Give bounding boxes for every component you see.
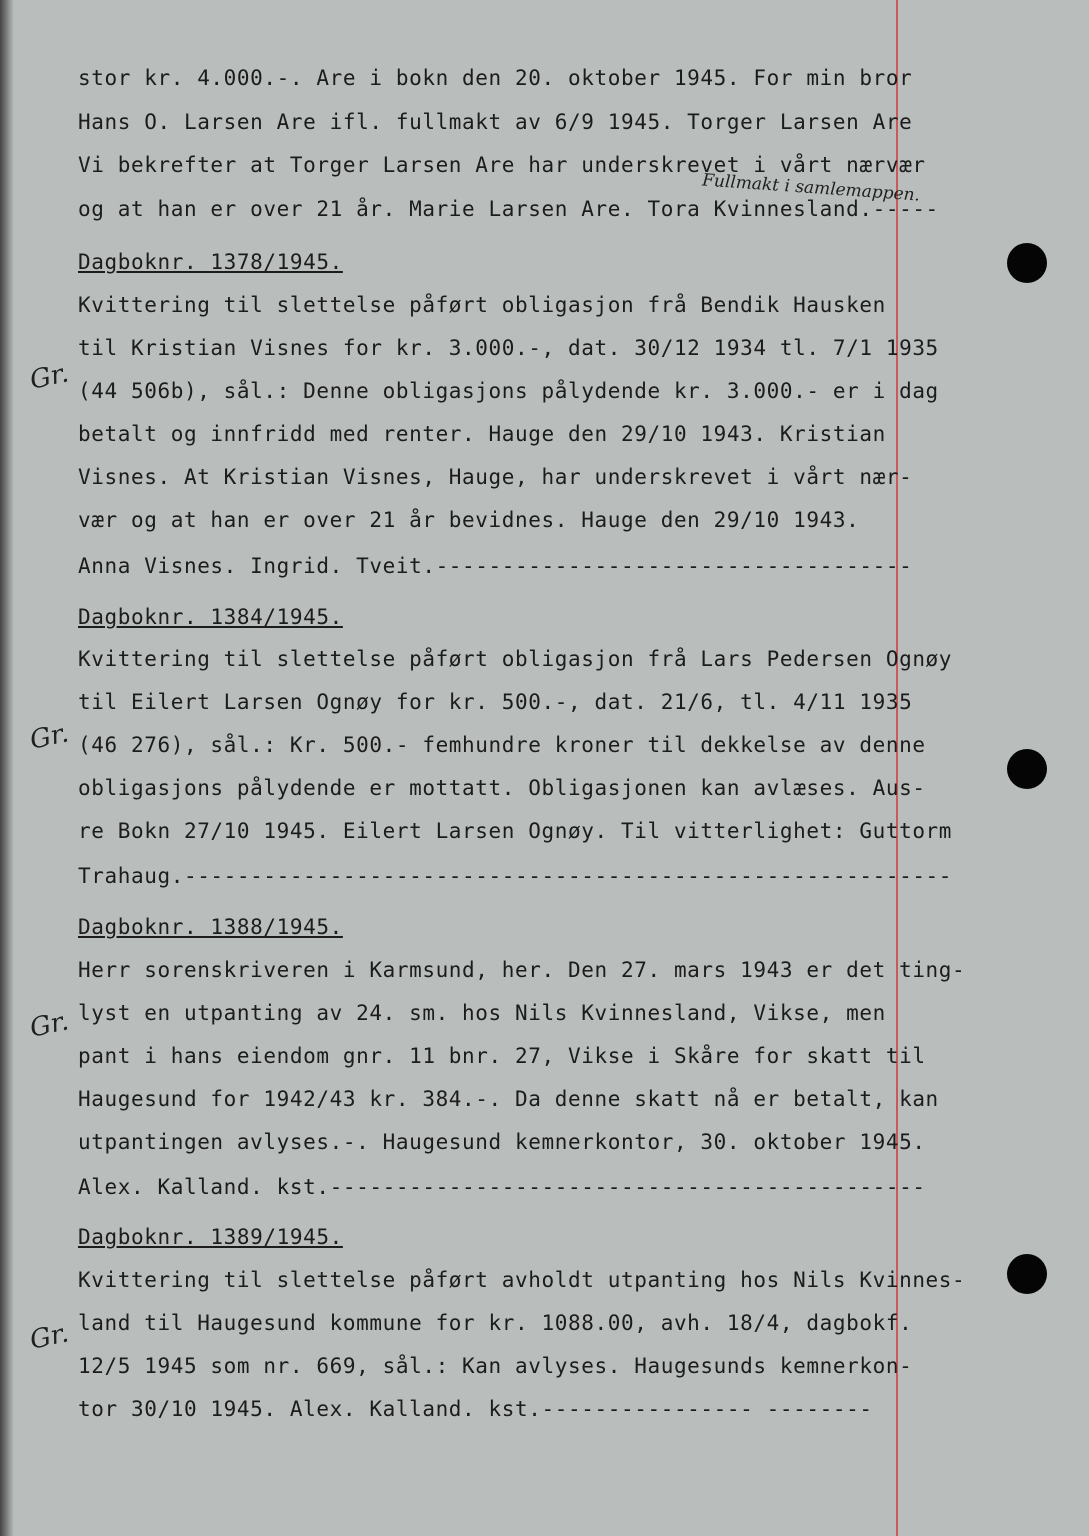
text-line: obligasjons pålydende er mottatt. Obligasjonen kan avlæses. Aus- xyxy=(78,776,926,800)
text-line: betalt og innfridd med renter. Hauge den 29/10 1943. Kristian xyxy=(78,422,886,446)
text-line: stor kr. 4.000.-. Are i bokn den 20. oktober 1945. For min bror xyxy=(78,66,913,90)
margin-initials: Gr. xyxy=(27,358,72,396)
text-line: Alex. Kalland. kst.--------------------------------------------- xyxy=(78,1175,926,1199)
text-line: land til Haugesund kommune for kr. 1088.00, avh. 18/4, dagbokf. xyxy=(78,1311,913,1335)
punch-hole xyxy=(1007,1254,1047,1294)
handwritten-note: Fullmakt i samlemappen. xyxy=(701,170,921,206)
text-line: Anna Visnes. Ingrid. Tveit.------------------------------------ xyxy=(78,554,913,578)
page-edge-shadow xyxy=(0,0,14,1536)
margin-initials: Gr. xyxy=(27,1318,72,1356)
text-line: Hans O. Larsen Are ifl. fullmakt av 6/9 1945. Torger Larsen Are xyxy=(78,110,913,134)
text-line: Kvittering til slettelse påført avholdt utpanting hos Nils Kvinnes- xyxy=(78,1268,966,1292)
margin-rule xyxy=(896,0,898,1536)
punch-hole xyxy=(1007,243,1047,283)
text-line: Herr sorenskriveren i Karmsund, her. Den 27. mars 1943 er det ting- xyxy=(78,958,966,982)
text-line: lyst en utpanting av 24. sm. hos Nils Kvinnesland, Vikse, men xyxy=(78,1001,886,1025)
text-line: til Kristian Visnes for kr. 3.000.-, dat. 30/12 1934 tl. 7/1 1935 xyxy=(78,336,939,360)
text-line: til Eilert Larsen Ognøy for kr. 500.-, dat. 21/6, tl. 4/11 1935 xyxy=(78,690,913,714)
margin-initials: Gr. xyxy=(27,1006,72,1044)
text-line: og at han er over 21 år. Marie Larsen Are. Tora Kvinnesland.----- xyxy=(78,197,939,221)
punch-hole xyxy=(1007,749,1047,789)
text-line: utpantingen avlyses.-. Haugesund kemnerkontor, 30. oktober 1945. xyxy=(78,1130,926,1154)
text-line: re Bokn 27/10 1945. Eilert Larsen Ognøy. Til vitterlighet: Guttorm xyxy=(78,819,953,843)
text-line: Vi bekrefter at Torger Larsen Are har underskrevet i vårt nærvær xyxy=(78,153,926,177)
entry-heading: Dagboknr. 1384/1945. xyxy=(78,605,343,629)
text-line: (44 506b), sål.: Denne obligasjons pålydende kr. 3.000.- er i dag xyxy=(78,379,939,403)
text-line: Haugesund for 1942/43 kr. 384.-. Da denne skatt nå er betalt, kan xyxy=(78,1087,939,1111)
text-line: Kvittering til slettelse påført obligasjon frå Bendik Hausken xyxy=(78,293,886,317)
text-line: Visnes. At Kristian Visnes, Hauge, har underskrevet i vårt nær- xyxy=(78,465,913,489)
text-line: Trahaug.---------------------------------------------------------- xyxy=(78,864,953,888)
text-line: vær og at han er over 21 år bevidnes. Hauge den 29/10 1943. xyxy=(78,508,860,532)
entry-heading: Dagboknr. 1388/1945. xyxy=(78,915,343,939)
entry-heading: Dagboknr. 1389/1945. xyxy=(78,1225,343,1249)
text-line: Kvittering til slettelse påført obligasjon frå Lars Pedersen Ognøy xyxy=(78,647,953,671)
text-line: (46 276), sål.: Kr. 500.- femhundre kroner til dekkelse av denne xyxy=(78,733,926,757)
entry-heading: Dagboknr. 1378/1945. xyxy=(78,250,343,274)
text-line: pant i hans eiendom gnr. 11 bnr. 27, Vikse i Skåre for skatt til xyxy=(78,1044,926,1068)
text-line: 12/5 1945 som nr. 669, sål.: Kan avlyses. Haugesunds kemnerkon- xyxy=(78,1354,913,1378)
text-line: tor 30/10 1945. Alex. Kalland. kst.---------------- -------- xyxy=(78,1397,873,1421)
margin-initials: Gr. xyxy=(27,718,72,756)
